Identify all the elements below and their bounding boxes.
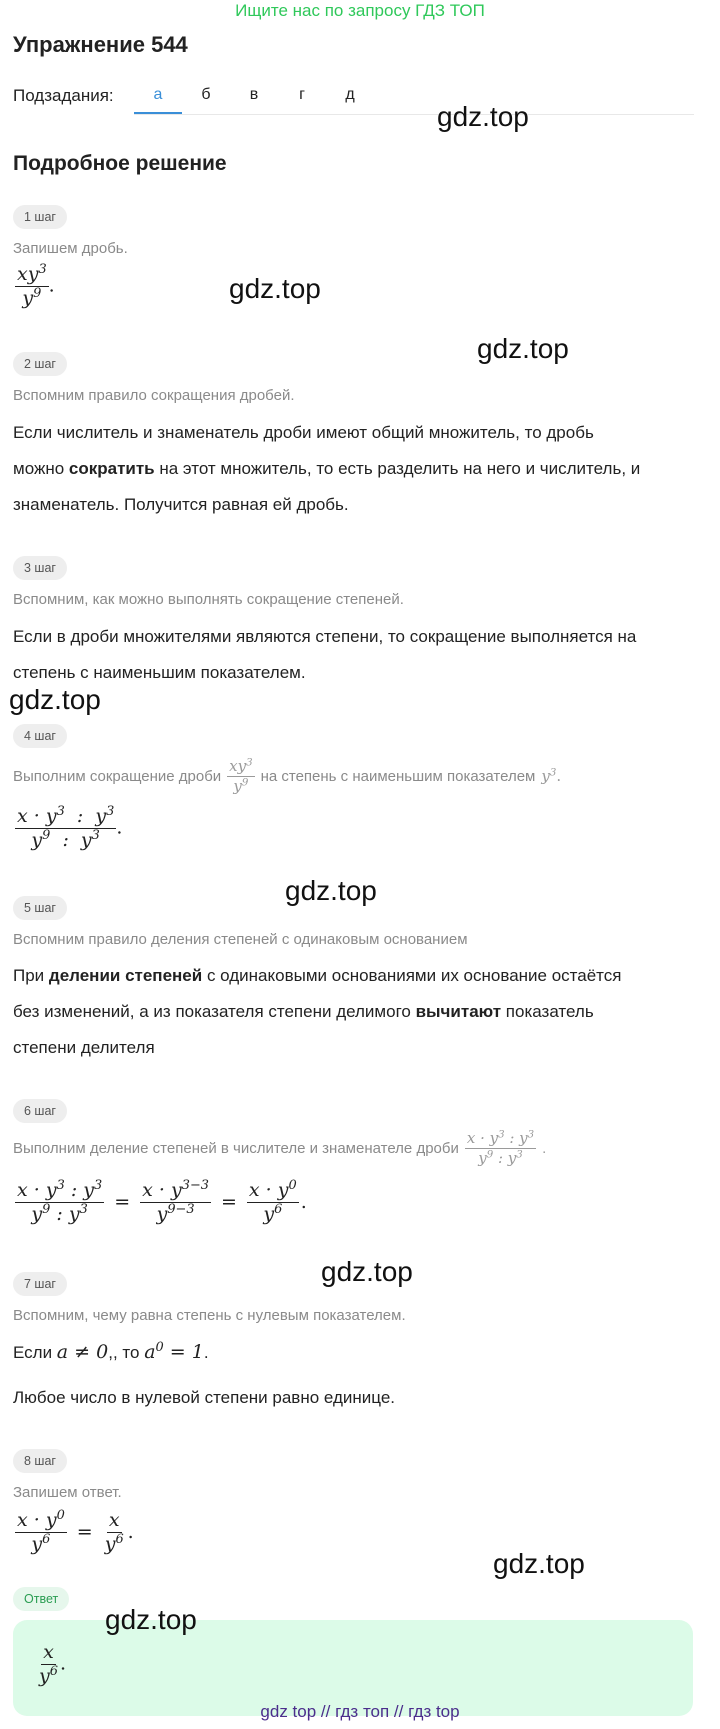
- step-badge-3: 3 шаг: [13, 556, 67, 580]
- step-2-text-3: знаменатель. Получится равная ей дробь.: [13, 495, 349, 514]
- watermark: gdz.top: [229, 273, 321, 304]
- step-badge-5: 5 шаг: [13, 896, 67, 920]
- step-badge-6: 6 шаг: [13, 1099, 67, 1123]
- step-hint-4: Выполним сокращение дроби $\frac{xy^3}{y^9}$ на степень с наименьшим показателем $y^3$.: [13, 757, 562, 795]
- step-5-text-2: без изменений, а из показателя степени делимого вычитают показатель: [13, 1002, 594, 1021]
- step-4-formula: $\frac{x \cdot y^3 : y^3}{y^9 : y^3}$ .: [17, 803, 123, 851]
- step-badge-4: 4 шаг: [13, 724, 67, 748]
- subtasks-label: Подзадания:: [13, 86, 114, 105]
- tab-g[interactable]: г: [299, 86, 305, 103]
- step-hint-8: Запишем ответ.: [13, 1484, 122, 1501]
- step-2-text-2: можно сократить на этот множитель, то есть разделить на него и числитель, и: [13, 459, 641, 478]
- page-title: Упражнение 544: [13, 32, 188, 57]
- step-badge-2: 2 шаг: [13, 352, 67, 376]
- top-banner: Ищите нас по запросу ГДЗ ТОП: [235, 1, 485, 20]
- watermark: gdz.top: [105, 1604, 197, 1635]
- watermark: gdz.top: [437, 101, 529, 132]
- step-hint-1: Запишем дробь.: [13, 240, 128, 257]
- step-hint-3: Вспомним, как можно выполнять сокращение степеней.: [13, 591, 404, 608]
- step-badge-7: 7 шаг: [13, 1272, 67, 1296]
- step-5-text-1: При делении степеней с одинаковыми основаниями их основание остаётся: [13, 966, 622, 985]
- step-hint-6: Выполним деление степеней в числителе и знаменателе дроби $\frac{x \cdot y^3 : y^3}{y^9 : y^3}$ .: [13, 1129, 547, 1167]
- step-2-text-1: Если числитель и знаменатель дроби имеют общий множитель, то дробь: [13, 423, 594, 442]
- step-hint-5: Вспомним правило деления степеней с одинаковым основанием: [13, 931, 468, 948]
- step-badge-8: 8 шаг: [13, 1449, 67, 1473]
- tab-a[interactable]: а: [134, 84, 182, 114]
- step-3-text-1: Если в дроби множителями являются степени, то сокращение выполняется на: [13, 627, 637, 646]
- watermark: gdz.top: [477, 333, 569, 364]
- step-5-text-3: степени делителя: [13, 1038, 155, 1057]
- section-title: Подробное решение: [13, 152, 227, 175]
- watermark: gdz.top: [9, 684, 101, 715]
- step-hint-2: Вспомним правило сокращения дробей.: [13, 387, 295, 404]
- step-1-formula: $\frac{xy^3}{y^9}$ .: [17, 261, 55, 309]
- tabs-divider: [134, 114, 694, 115]
- watermark: gdz.top: [285, 875, 377, 906]
- footer-links[interactable]: gdz top // гдз топ // гдз top: [260, 1702, 460, 1721]
- step-6-formula: $\frac{x \cdot y^3 : y^3}{y^9 : y^3}$ = $\frac{x \cdot y^{3-3}}{y^{9-3}}$ = $\frac{x \cdot y^0}{y^6}$ .: [17, 1177, 307, 1225]
- subtask-tabs: [134, 84, 374, 114]
- watermark: gdz.top: [321, 1256, 413, 1287]
- tab-b[interactable]: б: [201, 86, 211, 103]
- step-badge-1: 1 шаг: [13, 205, 67, 229]
- answer-formula: $\frac{x}{y^6}$ .: [39, 1641, 66, 1687]
- tab-d[interactable]: д: [345, 86, 355, 103]
- step-8-formula: $\frac{x \cdot y^0}{y^6}$ = $\frac{x}{y^6}$ .: [17, 1507, 134, 1555]
- step-7-text-1: Если a ≠ 0,, то $a^0 = 1$.: [13, 1339, 209, 1363]
- tab-v[interactable]: в: [249, 86, 259, 103]
- step-3-text-2: степень с наименьшим показателем.: [13, 663, 306, 682]
- step-hint-7: Вспомним, чему равна степень с нулевым показателем.: [13, 1307, 406, 1324]
- step-7-text-2: Любое число в нулевой степени равно единице.: [13, 1388, 396, 1407]
- watermark: gdz.top: [493, 1548, 585, 1579]
- answer-badge: Ответ: [13, 1587, 69, 1611]
